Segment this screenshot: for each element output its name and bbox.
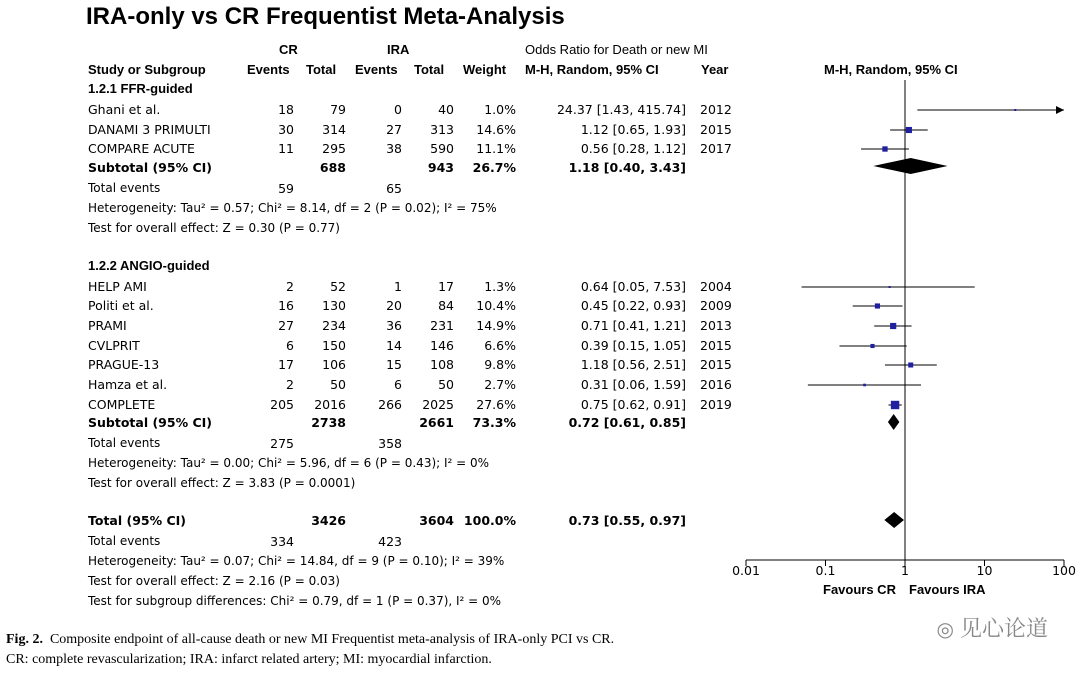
- subgroup1-title: 1.2.1 FFR-guided: [88, 81, 193, 96]
- study-events-ira: 266: [378, 397, 402, 412]
- total-events-label: Total events: [88, 534, 161, 548]
- study-point: [889, 286, 891, 288]
- total-label: Total (95% CI): [88, 513, 187, 528]
- study-point: [890, 323, 896, 329]
- subgroup1-subtotal-total1: 688: [319, 160, 346, 175]
- study-ci: 0.64 [0.05, 7.53]: [580, 279, 686, 294]
- subgroup1-subtotal-weight: 26.7%: [472, 160, 516, 175]
- subgroup1-total-events-cr: 59: [278, 181, 294, 196]
- x-tick-label: 100: [1052, 563, 1076, 578]
- ira-group-header: IRA: [387, 42, 410, 57]
- study-name: COMPLETE: [88, 397, 156, 412]
- total-heterogeneity: Heterogeneity: Tau² = 0.07; Chi² = 14.84, df = 9 (P = 0.10); I² = 39%: [88, 554, 505, 568]
- year-header: Year: [701, 62, 729, 77]
- study-events-cr: 30: [278, 122, 294, 137]
- study-events-cr: 205: [270, 397, 294, 412]
- study-events-ira: 0: [394, 102, 402, 117]
- study-ci: 0.71 [0.41, 1.21]: [580, 318, 686, 333]
- total2-header: Total: [414, 62, 445, 77]
- subgroup1-subtotal-total2: 943: [427, 160, 454, 175]
- study-weight: 6.6%: [484, 338, 516, 353]
- or-group-header: Odds Ratio for Death or new MI: [525, 42, 708, 57]
- summary-diamond: [884, 512, 904, 528]
- study-weight: 14.9%: [476, 318, 516, 333]
- study-total-cr: 79: [330, 102, 346, 117]
- study-events-ira: 15: [386, 357, 402, 372]
- study-events-ira: 14: [386, 338, 402, 353]
- study-name: Politi et al.: [88, 298, 154, 313]
- x-tick-label: 10: [976, 563, 993, 578]
- total-weight: 100.0%: [463, 513, 516, 528]
- figure-label: Fig. 2.: [6, 632, 43, 647]
- study-total-cr: 50: [330, 377, 346, 392]
- subgroup2-subtotal-total2: 2661: [419, 415, 454, 430]
- weight-header: Weight: [463, 62, 507, 77]
- subgroup1-overall-effect: Test for overall effect: Z = 0.30 (P = 0.77): [88, 221, 340, 235]
- study-name: PRAGUE-13: [88, 357, 160, 372]
- study-name: Hamza et al.: [88, 377, 168, 392]
- study-weight: 10.4%: [476, 298, 516, 313]
- total-events-ira: 423: [378, 534, 402, 549]
- study-total-ira: 84: [438, 298, 454, 313]
- study-total-cr: 2016: [314, 397, 346, 412]
- study-point: [1014, 109, 1016, 111]
- cr-group-header: CR: [279, 42, 298, 57]
- study-name: CVLPRIT: [88, 338, 140, 353]
- favours-ira-label: Favours IRA: [909, 582, 986, 597]
- caption-text: Composite endpoint of all-cause death or new MI Frequentist meta-analysis of IRA-only PCI vs CR.: [49, 632, 615, 647]
- study-weight: 9.8%: [484, 357, 516, 372]
- study-point: [863, 384, 866, 387]
- study-ci: 0.31 [0.06, 1.59]: [580, 377, 686, 392]
- watermark-text: 见心论道: [959, 617, 1048, 642]
- subgroup1-total-events-label: Total events: [88, 181, 161, 195]
- study-year: 2017: [700, 141, 732, 156]
- total-total1: 3426: [311, 513, 346, 528]
- study-year: 2013: [700, 318, 732, 333]
- study-year: 2016: [700, 377, 732, 392]
- study-total-ira: 590: [430, 141, 454, 156]
- study-total-cr: 314: [322, 122, 346, 137]
- subgroup1-subtotal-label: Subtotal (95% CI): [88, 160, 212, 175]
- chart-title: IRA-only vs CR Frequentist Meta-Analysis: [86, 3, 565, 30]
- subgroup2-total-events-ira: 358: [378, 436, 402, 451]
- figure-caption-line2: CR: complete revascularization; IRA: infarct related artery; MI: myocardial infarction.: [6, 652, 492, 667]
- study-events-cr: 11: [278, 141, 294, 156]
- study-total-cr: 150: [322, 338, 346, 353]
- study-ci: 1.12 [0.65, 1.93]: [580, 122, 686, 137]
- study-name: DANAMI 3 PRIMULTI: [88, 122, 211, 137]
- study-name: Ghani et al.: [88, 102, 161, 117]
- study-point: [908, 362, 913, 367]
- study-ci: 24.37 [1.43, 415.74]: [556, 102, 686, 117]
- study-events-cr: 2: [286, 279, 294, 294]
- study-events-ira: 27: [386, 122, 402, 137]
- study-ci: 0.39 [0.15, 1.05]: [580, 338, 686, 353]
- study-name: HELP AMI: [88, 279, 147, 294]
- plot-method-header: M-H, Random, 95% CI: [824, 62, 958, 77]
- study-year: 2015: [700, 122, 732, 137]
- study-ci: 0.45 [0.22, 0.93]: [580, 298, 686, 313]
- events2-header: Events: [355, 62, 398, 77]
- study-name: COMPARE ACUTE: [88, 141, 195, 156]
- study-point: [882, 146, 887, 151]
- study-weight: 27.6%: [476, 397, 516, 412]
- x-tick-label: 0.01: [732, 563, 760, 578]
- study-total-ira: 146: [430, 338, 454, 353]
- study-ci: 0.56 [0.28, 1.12]: [580, 141, 686, 156]
- study-events-cr: 18: [278, 102, 294, 117]
- summary-diamond: [888, 414, 899, 430]
- study-total-ira: 313: [430, 122, 454, 137]
- subgroup1-subtotal-ci: 1.18 [0.40, 3.43]: [568, 160, 686, 175]
- study-total-cr: 106: [322, 357, 346, 372]
- subgroup2-subtotal-label: Subtotal (95% CI): [88, 415, 212, 430]
- study-events-ira: 36: [386, 318, 402, 333]
- figure-caption-line1: [6, 632, 614, 648]
- study-weight: 11.1%: [476, 141, 516, 156]
- study-total-ira: 2025: [422, 397, 454, 412]
- study-total-cr: 52: [330, 279, 346, 294]
- summary-diamond: [873, 158, 947, 174]
- study-year: 2015: [700, 357, 732, 372]
- subgroup2-subtotal-ci: 0.72 [0.61, 0.85]: [568, 415, 686, 430]
- study-name: PRAMI: [88, 318, 127, 333]
- study-ci: 0.75 [0.62, 0.91]: [580, 397, 686, 412]
- study-weight: 1.3%: [484, 279, 516, 294]
- study-year: 2004: [700, 279, 732, 294]
- study-events-ira: 1: [394, 279, 402, 294]
- total-overall-effect: Test for overall effect: Z = 2.16 (P = 0.03): [88, 574, 340, 588]
- events1-header: Events: [247, 62, 290, 77]
- study-year: 2012: [700, 102, 732, 117]
- study-year: 2019: [700, 397, 732, 412]
- study-weight: 2.7%: [484, 377, 516, 392]
- study-point: [870, 344, 874, 348]
- subgroup2-overall-effect: Test for overall effect: Z = 3.83 (P = 0.0001): [88, 476, 356, 490]
- subgroup1-heterogeneity: Heterogeneity: Tau² = 0.57; Chi² = 8.14, df = 2 (P = 0.02); I² = 75%: [88, 201, 497, 215]
- study-events-cr: 2: [286, 377, 294, 392]
- subgroup2-title: 1.2.2 ANGIO-guided: [88, 258, 210, 273]
- subgroup2-total-events-label: Total events: [88, 436, 161, 450]
- favours-cr-label: Favours CR: [823, 582, 896, 597]
- total1-header: Total: [306, 62, 337, 77]
- study-total-cr: 130: [322, 298, 346, 313]
- subgroup-differences: Test for subgroup differences: Chi² = 0.79, df = 1 (P = 0.37), I² = 0%: [88, 594, 502, 608]
- study-total-ira: 108: [430, 357, 454, 372]
- or-method-header: M-H, Random, 95% CI: [525, 62, 659, 77]
- subgroup2-heterogeneity: Heterogeneity: Tau² = 0.00; Chi² = 5.96, df = 6 (P = 0.43); I² = 0%: [88, 456, 490, 470]
- x-tick-label: 0.1: [815, 563, 836, 578]
- study-events-cr: 16: [278, 298, 294, 313]
- study-year: 2009: [700, 298, 732, 313]
- study-events-ira: 20: [386, 298, 402, 313]
- study-total-ira: 17: [438, 279, 454, 294]
- total-total2: 3604: [419, 513, 454, 528]
- subgroup2-subtotal-total1: 2738: [311, 415, 346, 430]
- study-weight: 1.0%: [484, 102, 516, 117]
- subgroup2-total-events-cr: 275: [270, 436, 294, 451]
- ci-arrow: [1056, 106, 1064, 114]
- study-events-cr: 6: [286, 338, 294, 353]
- study-total-ira: 50: [438, 377, 454, 392]
- total-events-cr: 334: [270, 534, 294, 549]
- watermark: [937, 612, 1048, 643]
- study-weight: 14.6%: [476, 122, 516, 137]
- study-total-ira: 40: [438, 102, 454, 117]
- study-total-cr: 295: [322, 141, 346, 156]
- study-events-ira: 38: [386, 141, 402, 156]
- study-events-ira: 6: [394, 377, 402, 392]
- study-total-ira: 231: [430, 318, 454, 333]
- study-point: [891, 401, 899, 409]
- study-events-cr: 17: [278, 357, 294, 372]
- subgroup1-total-events-ira: 65: [386, 181, 402, 196]
- study-ci: 1.18 [0.56, 2.51]: [580, 357, 686, 372]
- total-ci: 0.73 [0.55, 0.97]: [568, 513, 686, 528]
- study-point: [875, 303, 880, 308]
- x-tick-label: 1: [901, 563, 909, 578]
- study-year: 2015: [700, 338, 732, 353]
- subgroup2-subtotal-weight: 73.3%: [472, 415, 516, 430]
- study-header: Study or Subgroup: [88, 62, 206, 77]
- study-point: [906, 127, 912, 133]
- study-events-cr: 27: [278, 318, 294, 333]
- study-total-cr: 234: [322, 318, 346, 333]
- wechat-icon: ◎: [936, 617, 954, 641]
